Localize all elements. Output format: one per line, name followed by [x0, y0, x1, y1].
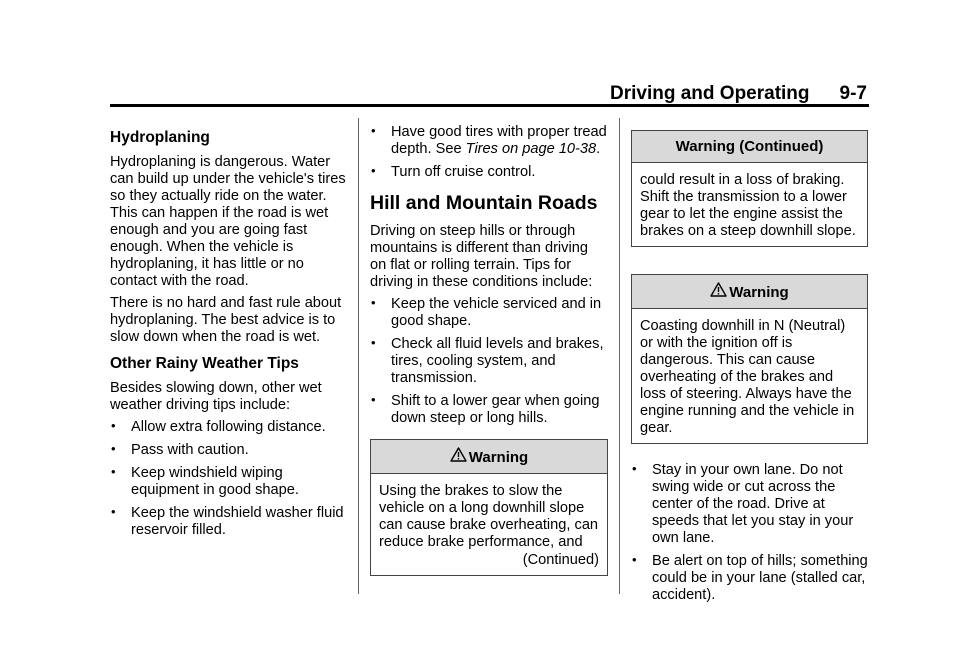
column-3 — [631, 130, 868, 610]
paragraph: Driving on steep hills or through mountains is different than driving on flat or rolling terrain. Tips for driving in these conditions include: — [370, 223, 593, 290]
bullet-list — [370, 296, 608, 427]
list-item — [370, 124, 608, 158]
list-item: • Turn off cruise control. — [370, 164, 608, 181]
column-divider — [358, 118, 359, 594]
header-rule — [110, 104, 869, 107]
bullet-list — [631, 462, 868, 604]
list-item-text: Have good tires with proper tread depth. See — [391, 124, 607, 157]
warning-header — [371, 440, 607, 474]
column-2 — [370, 124, 608, 576]
bullet-list — [370, 124, 608, 181]
warning-box — [631, 274, 868, 444]
warning-triangle-icon — [450, 447, 467, 466]
list-item: • Be alert on top of hills; something could be in your lane (stalled car, accident). — [631, 553, 868, 604]
paragraph: Hydroplaning is dangerous. Water can build up under the vehicle's tires so they actually ride on the water. This can happen if the road is wet enough and you are going fast enough. When the vehicle is hydroplaning, it has little or no contact with the road. — [110, 154, 346, 289]
warning-body — [632, 309, 867, 443]
list-item: • Check all fluid levels and brakes, tires, cooling system, and transmission. — [370, 336, 608, 387]
warning-text: Using the brakes to slow the vehicle on a long downhill slope can cause brake overheating, can reduce brake performance, and — [379, 483, 599, 550]
column-1 — [110, 128, 352, 545]
column-divider — [619, 118, 620, 594]
warning-box — [370, 439, 608, 576]
continued-label: (Continued) — [522, 552, 599, 568]
warning-title: Warning — [729, 284, 789, 301]
warning-header — [632, 275, 867, 309]
page-number: 9-7 — [839, 83, 867, 104]
list-item-text: . — [596, 141, 601, 157]
list-item: • Keep the windshield washer fluid reservoir filled. — [110, 505, 352, 539]
warning-body — [371, 474, 607, 575]
warning-box-continued — [631, 130, 868, 247]
warning-header: Warning (Continued) — [632, 131, 867, 163]
warning-title: Warning — [468, 449, 529, 466]
warning-triangle-icon — [710, 282, 727, 301]
bullet-list — [110, 419, 352, 539]
list-item: • Allow extra following distance. — [110, 419, 352, 436]
heading-rainy-tips: Other Rainy Weather Tips — [110, 355, 299, 372]
list-item: • Pass with caution. — [110, 442, 352, 459]
heading-hill-mountain: Hill and Mountain Roads — [370, 192, 598, 214]
list-item: • Keep the vehicle serviced and in good shape. — [370, 296, 608, 330]
heading-hydroplaning: Hydroplaning — [110, 129, 210, 146]
paragraph: Besides slowing down, other wet weather driving tips include: — [110, 380, 322, 413]
warning-text: Coasting downhill in N (Neutral) or with the ignition off is dangerous. This can cause overheating of the brakes and loss of steering. Always have the engine running and the vehicle in gear. — [640, 318, 855, 436]
warning-body — [632, 163, 867, 246]
list-item: • Stay in your own lane. Do not swing wide or cut across the center of the road. Drive at speeds that let you stay in your own lane. — [631, 462, 868, 547]
page-header — [610, 83, 867, 105]
list-item: • Shift to a lower gear when going down steep or long hills. — [370, 393, 608, 427]
section-title: Driving and Operating — [610, 83, 810, 104]
warning-text: could result in a loss of braking. Shift the transmission to a lower gear to let the engine assist the brakes on a steep downhill slope. — [640, 172, 856, 239]
list-item: • Keep windshield wiping equipment in good shape. — [110, 465, 352, 499]
paragraph: There is no hard and fast rule about hydroplaning. The best advice is to slow down when the road is wet. — [110, 295, 342, 345]
cross-reference-link[interactable]: Tires on page 10-38 — [465, 141, 597, 157]
